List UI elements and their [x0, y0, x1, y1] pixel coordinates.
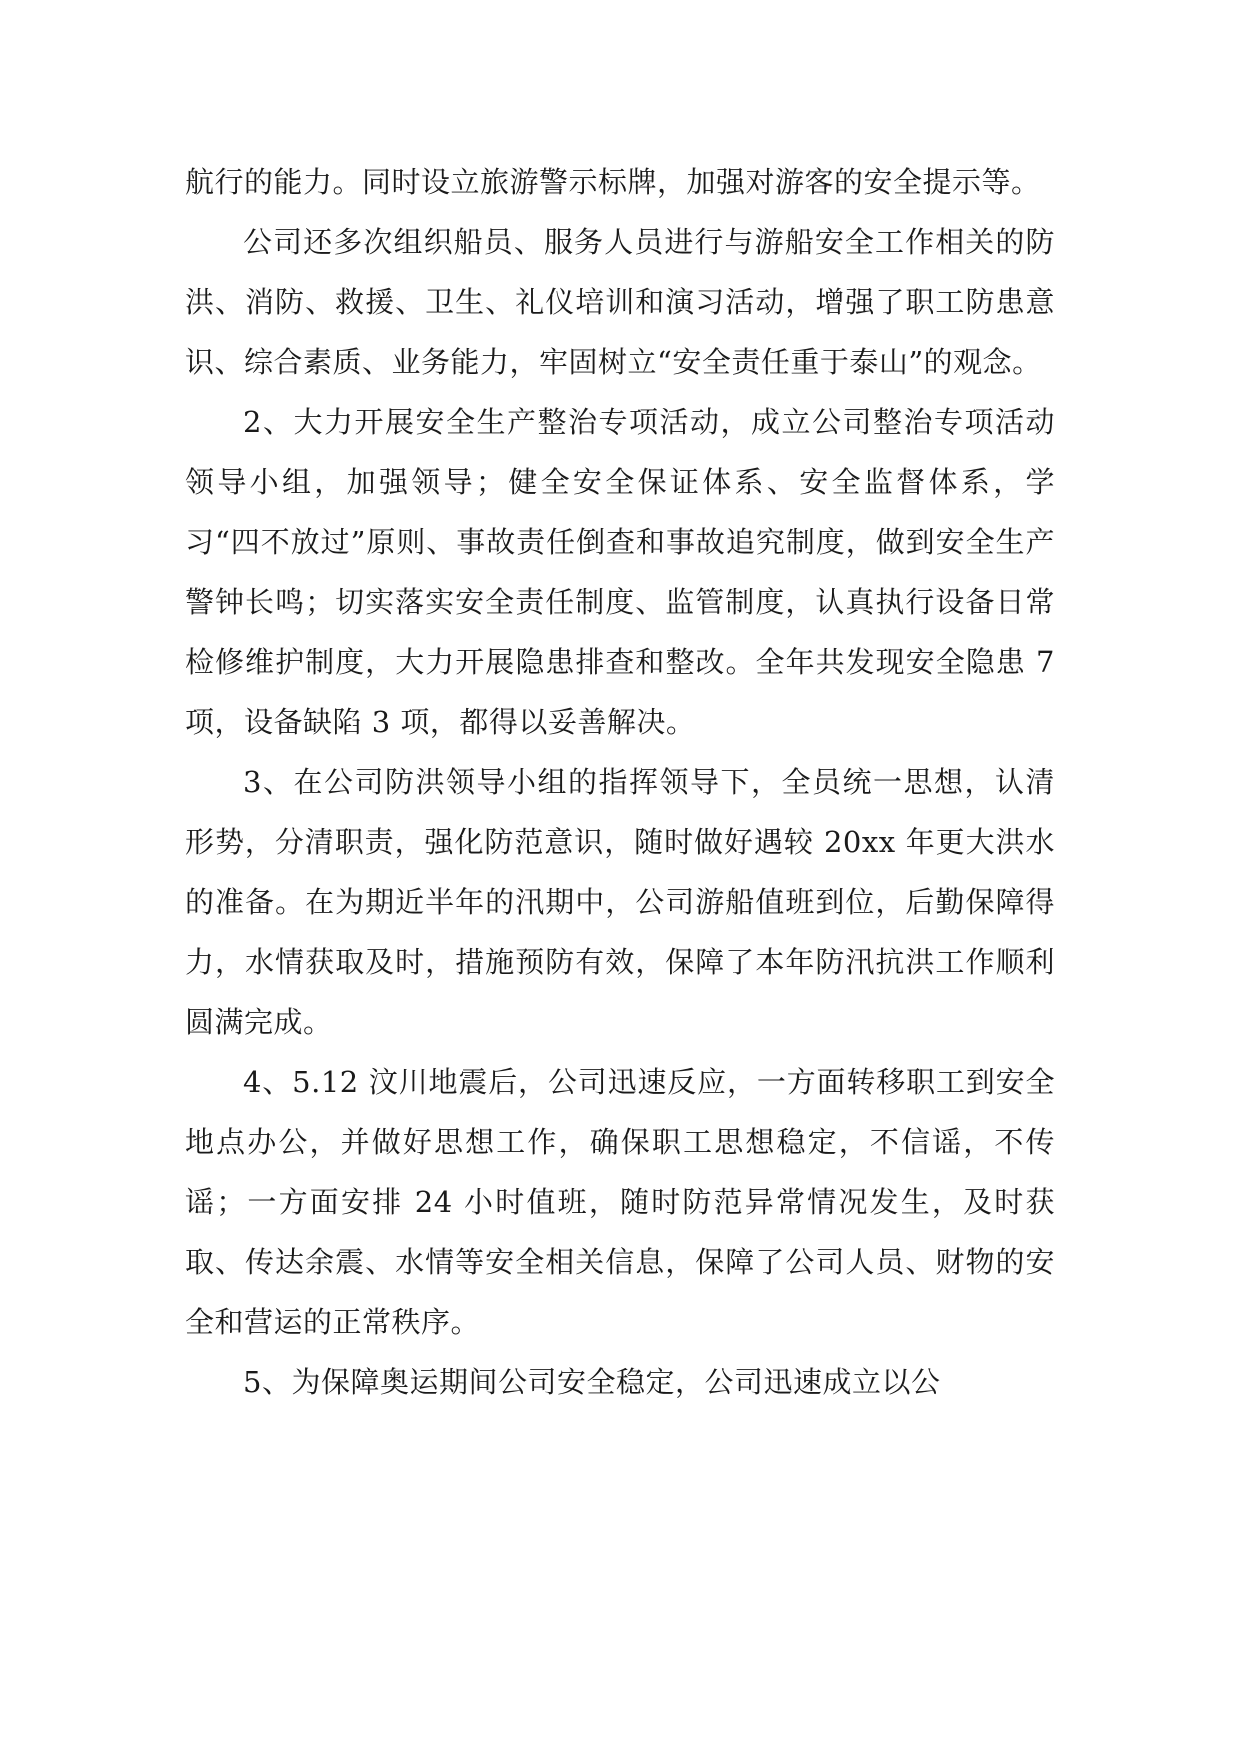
- paragraph-item-2: 2、大力开展安全生产整治专项活动，成立公司整治专项活动领导小组，加强领导；健全安全保证体系、安全监督体系，学习“四不放过”原则、事故责任倒查和事故追究制度，做到安全生产警钟长鸣；切实落实安全责任制度、监管制度，认真执行设备日常检修维护制度，大力开展隐患排查和整改。全年共发现安全隐患 7 项，设备缺陷 3 项，都得以妥善解决。: [185, 405, 1055, 739]
- paragraph-item-4: 4、5.12 汶川地震后，公司迅速反应，一方面转移职工到安全地点办公，并做好思想工作，确保职工思想稳定，不信谣，不传谣；一方面安排 24 小时值班，随时防范异常情况发生，及时获取、传达余震、水情等安全相关信息，保障了公司人员、财物的安全和营运的正常秩序。: [185, 1065, 1055, 1339]
- paragraph-item-3: 3、在公司防洪领导小组的指挥领导下，全员统一思想，认清形势，分清职责，强化防范意识，随时做好遇较 20xx 年更大洪水的准备。在为期近半年的汛期中，公司游船值班到位，后勤保障得力，水情获取及时，措施预防有效，保障了本年防汛抗洪工作顺利圆满完成。: [185, 765, 1055, 1039]
- paragraph-item-5: 5、为保障奥运期间公司安全稳定，公司迅速成立以公: [243, 1365, 941, 1399]
- document-body: [185, 152, 1055, 1412]
- paragraph-continuation: 航行的能力。同时设立旅游警示标牌，加强对游客的安全提示等。: [185, 165, 1041, 199]
- paragraph-training: 公司还多次组织船员、服务人员进行与游船安全工作相关的防洪、消防、救援、卫生、礼仪培训和演习活动，增强了职工防患意识、综合素质、业务能力，牢固树立“安全责任重于泰山”的观念。: [185, 225, 1055, 379]
